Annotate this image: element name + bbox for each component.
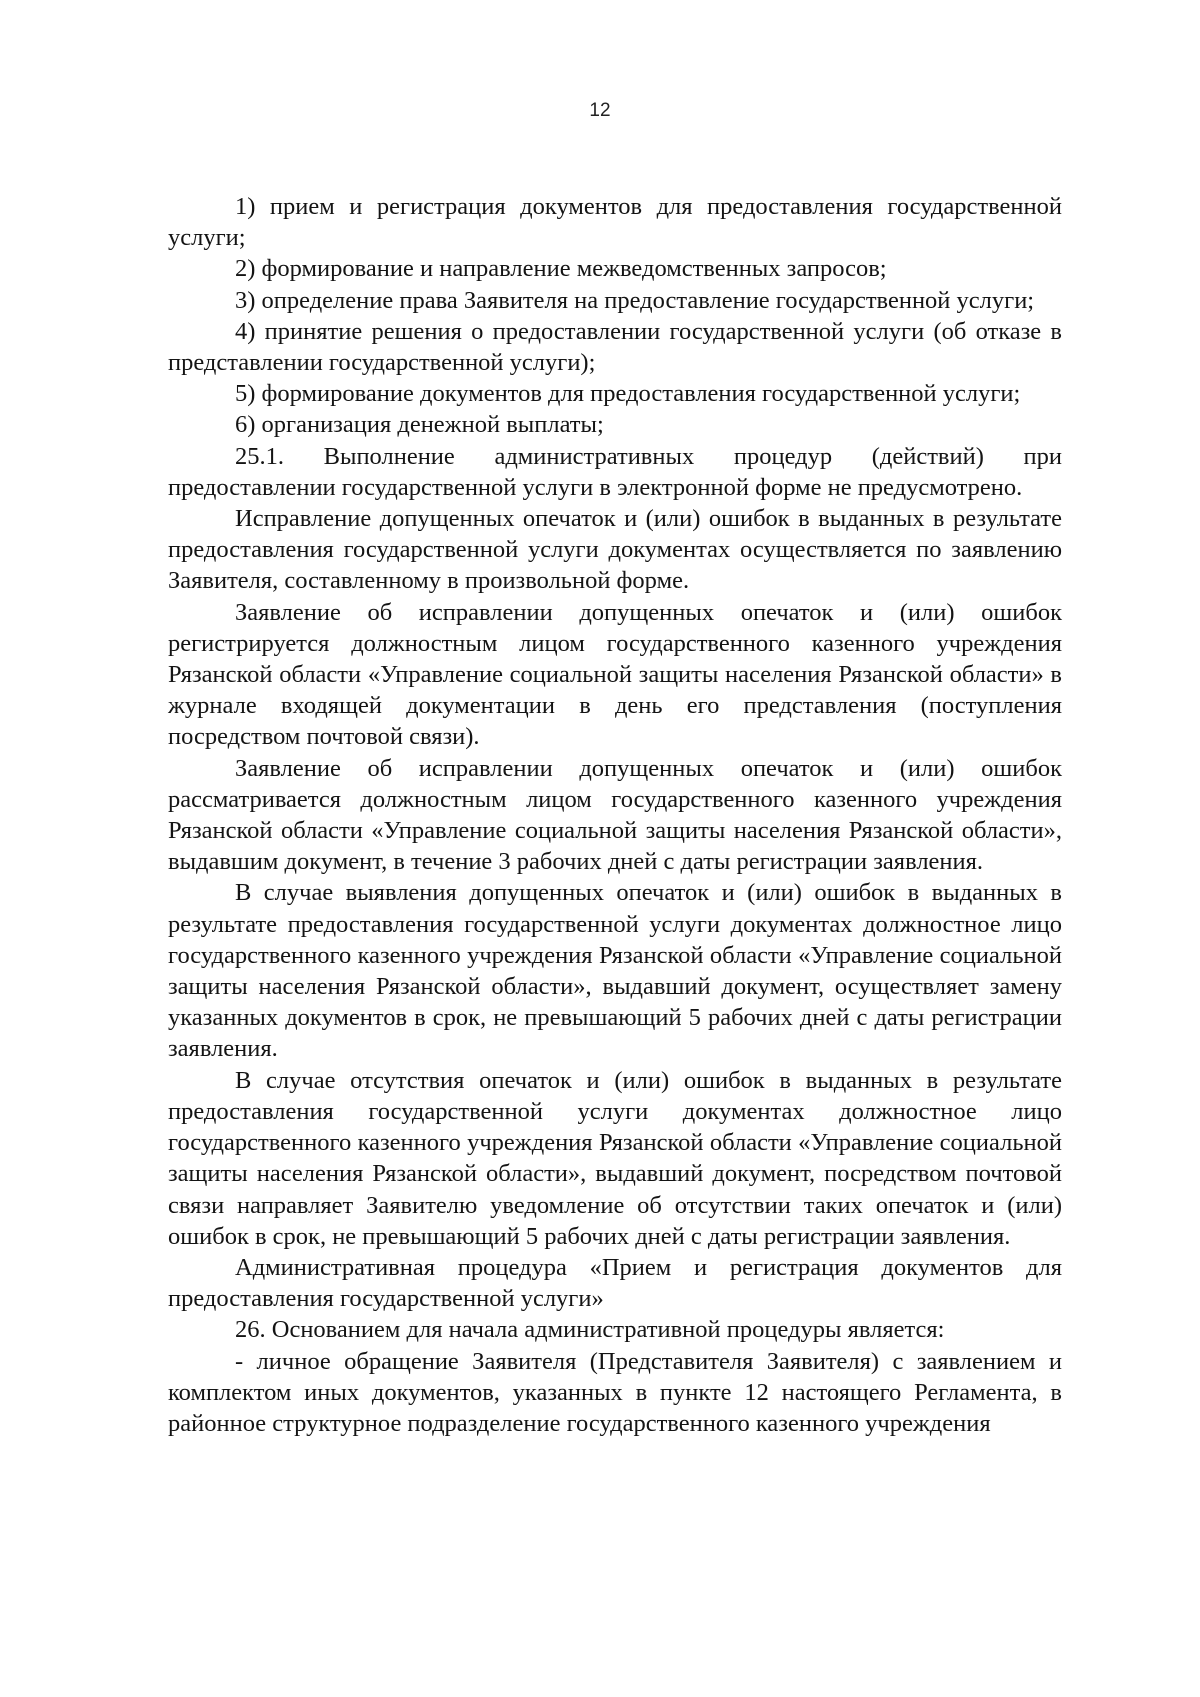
page-number: 12 — [589, 100, 611, 121]
paragraph: - личное обращение Заявителя (Представителя Заявителя) с заявлением и комплектом иных документов, указанных в пункте 12 настоящего Регламента, в районное структурное подразделение государственного казенного учреждения — [168, 1347, 1062, 1437]
paragraph: Заявление об исправлении допущенных опечаток и (или) ошибок рассматривается должностным лицом государственного казенного учреждения Рязанской области «Управление социальной защиты населения Рязанской области», выдавшим документ, в течение 3 рабочих дней с даты регистрации заявления. — [168, 754, 1062, 876]
list-item: 1) прием и регистрация документов для предоставления государственной услуги; — [168, 193, 1062, 252]
paragraph: В случае выявления допущенных опечаток и (или) ошибок в выданных в результате предоставления государственной услуги документах должностное лицо государственного казенного учреждения Рязанской области «Управление социальной защиты населения Рязанской области», выдавший документ, осуществляет замену указанных документов в срок, не превышающий 5 рабочих дней с даты регистрации заявления. — [168, 879, 1062, 1063]
list-item: 3) определение права Заявителя на предоставление государственной услуги; — [235, 286, 1035, 314]
section-heading: Административная процедура «Прием и регистрация документов для предоставления государственной услуги» — [168, 1253, 1062, 1313]
document-body — [168, 191, 1062, 1439]
list-item: 5) формирование документов для предоставления государственной услуги; — [235, 380, 1021, 408]
paragraph: 26. Основанием для начала административной процедуры является: — [235, 1316, 945, 1344]
paragraph: 25.1. Выполнение административных процедур (действий) при предоставлении государственной услуги в электронной форме не предусмотрено. — [168, 442, 1062, 501]
list-item: 2) формирование и направление межведомственных запросов; — [235, 255, 887, 283]
paragraph: Заявление об исправлении допущенных опечаток и (или) ошибок регистрируется должностным лицом государственного казенного учреждения Рязанской области «Управление социальной защиты населения Рязанской области» в журнале входящей документации в день его представления (поступления посредством почтовой связи). — [168, 598, 1062, 751]
list-item: 6) организация денежной выплаты; — [235, 411, 604, 439]
list-item: 4) принятие решения о предоставлении государственной услуги (об отказе в представлении государственной услуги); — [168, 317, 1062, 377]
paragraph: В случае отсутствия опечаток и (или) ошибок в выданных в результате предоставления государственной услуги документах должностное лицо государственного казенного учреждения Рязанской области «Управление социальной защиты населения Рязанской области», выдавший документ, посредством почтовой связи направляет Заявителю уведомление об отсутствии таких опечаток и (или) ошибок в срок, не превышающий 5 рабочих дней с даты регистрации заявления. — [168, 1066, 1062, 1250]
paragraph: Исправление допущенных опечаток и (или) ошибок в выданных в результате предоставления государственной услуги документах осуществляется по заявлению Заявителя, составленному в произвольной форме. — [168, 505, 1062, 595]
